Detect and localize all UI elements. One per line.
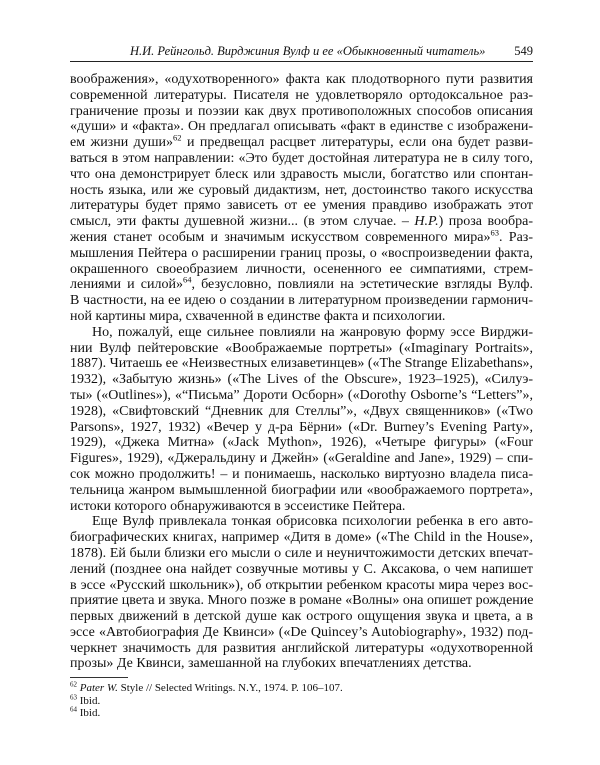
text-line: что она демонстрирует блеск или здравость мысли, богатство или спонтан- bbox=[70, 166, 533, 182]
text-line: лений (позднее она найдет созвучные мотивы у С. Аксакова, о чем напишет bbox=[70, 561, 533, 577]
text-line: биографических книгах, например «Дитя в доме» («The Child in the House», bbox=[70, 530, 533, 546]
footnote-author: Pater W. bbox=[79, 682, 118, 694]
footnote-number: 64 bbox=[70, 705, 77, 714]
text-line: «души» и «факта». Он предлагал описывать «факт в единстве с изображени- bbox=[70, 119, 533, 135]
text-line: истоки которого обнаруживаются в эссеистике Пейтера. bbox=[70, 498, 406, 514]
text-line: первых движений в детской душе как острого ощущения звука и цвета, а в bbox=[70, 609, 533, 625]
page-number: 549 bbox=[514, 44, 533, 58]
footnote-ref[interactable]: 63 bbox=[490, 227, 499, 238]
text-line: жения станет особым и значимым искусством современного мира»$^{63}$. Раз- bbox=[70, 227, 533, 245]
text-line: современной литературы. Писателя не удовлетворяло ортодоксальное раз- bbox=[70, 87, 533, 103]
text-line: прозы» Де Квинси, замешанной на глубоких впечатлениях детства. bbox=[70, 656, 472, 672]
text-line: смысл, эти факты душевной жизни... (в этом случае. – Н.Р.) проза вообра- bbox=[70, 214, 534, 230]
running-header bbox=[70, 43, 533, 62]
paragraph bbox=[70, 72, 533, 325]
text-line: В частности, на ее идею о создании в литературном произведении гармонич- bbox=[70, 293, 533, 309]
text-line: тельница жанром вымышленной биографии или «воображаемого портрета», bbox=[70, 482, 533, 498]
text-line: граничение прозы и поэзии как двух противоположных способов описания bbox=[70, 103, 533, 119]
paragraph bbox=[70, 325, 533, 515]
text-line: черкнет значимость для развития английской литературы «одухотворенной bbox=[70, 640, 533, 656]
text-line: воображения», «одухотворенного» факта как плодотворного пути развития bbox=[70, 72, 533, 87]
footnote: $^{62}$ Pater W. Style // Selected Writings. N.Y., 1974. P. 106–107. bbox=[70, 680, 343, 694]
text-line: ваться в этом направлении: «Это будет достойная литература не в силу того, bbox=[70, 150, 533, 166]
italic-initials: Н.Р. bbox=[414, 214, 439, 230]
text-line: сок можно продолжить! – и понимаешь, насколько виртуозно владела писа- bbox=[70, 466, 533, 482]
text-line: эссе «Автобиография Де Квинси» («De Quincey’s Autobiography», 1932) под- bbox=[70, 624, 533, 640]
footnote-number: 62 bbox=[70, 680, 77, 689]
text-line: мышления Пейтера о расширении границ прозы, о «воспроизведении факта, bbox=[70, 245, 533, 261]
text-line: ты» («Outlines»), «“Письма” Дороти Осборн» («Dorothy Osborne’s “Letters”», bbox=[70, 387, 533, 403]
text-line: ной картины мира, схваченной в единстве факта и психологии. bbox=[70, 308, 446, 324]
footnote: $^{64}$ Ibid. bbox=[70, 705, 101, 719]
text-line: литературы будет прямо зависеть от ее умения правдиво изображать этот bbox=[70, 198, 533, 214]
text-line: приятие цвета и звука. Много позже в романе «Волны» она опишет рождение bbox=[70, 593, 534, 609]
footnote-ref[interactable]: 64 bbox=[182, 274, 192, 285]
text-line: нии Вулф пейтеровские «Воображаемые портреты» («Imaginary Portraits», bbox=[70, 340, 533, 356]
text-line: 1929), «Джека Митна» («Jack Mython», 1926), «Четыре фигуры» («Four bbox=[70, 435, 533, 451]
text-line: Figures», 1929), «Джеральдину и Джейн» («Geraldine and Jane», 1929) – спи- bbox=[70, 451, 533, 467]
text-line: 1928), «Свифтовский “Дневник для Стеллы”», «Двух священников» («Two bbox=[70, 403, 533, 419]
text-line: Parsons», 1927, 1932) «Вечер у д-ра Бёрни» («Dr. Burney’s Evening Party», bbox=[70, 419, 533, 435]
footnote-number: 63 bbox=[70, 692, 77, 701]
text-line: окрашенного своеобразием личности, осененного ее симпатиями, стрем- bbox=[70, 261, 533, 277]
text-line: ем жизни души»$^{62}$ и предвещал расцвет литературы, если она будет разви- bbox=[70, 132, 533, 151]
text-line: лениями и силой»$^{64}$, безусловно, повлияли на эстетические взгляды Вулф. bbox=[70, 274, 533, 293]
text-line: 1932), «Забытую жизнь» («The Lives of the Obscure», 1923–1925), «Силуэ- bbox=[70, 372, 533, 388]
footnote-ref[interactable]: 62 bbox=[173, 132, 182, 143]
text-line: Но, пожалуй, еще сильнее повлияли на жанровую форму эссе Вирджи- bbox=[92, 324, 533, 340]
paragraph bbox=[70, 514, 533, 672]
running-title: Н.И. Рейнгольд. Вирджиния Вулф и ее «Обыкновенный читатель» bbox=[130, 44, 486, 58]
text-line: ность языка, или же суровый дидактизм, нет, достоинство такого искусства bbox=[70, 182, 533, 198]
text-line: 1887). Читаешь ее «Неизвестных елизаветинцев» («The Strange Elizabethans», bbox=[70, 356, 534, 372]
text-line: Еще Вулф привлекала тонкая обрисовка психологии ребенка в его авто- bbox=[92, 514, 533, 530]
footnote-divider bbox=[70, 677, 128, 678]
text-line: в эссе «Русский школьник»), об открытии ребенком красоты мира через вос- bbox=[70, 577, 533, 593]
footnotes bbox=[70, 682, 343, 720]
footnote: $^{63}$ Ibid. bbox=[70, 692, 101, 707]
body-text bbox=[70, 72, 533, 672]
text-line: 1878). Ей были близки его мысли о силе и неуничтожимости детских впечат- bbox=[70, 545, 533, 561]
